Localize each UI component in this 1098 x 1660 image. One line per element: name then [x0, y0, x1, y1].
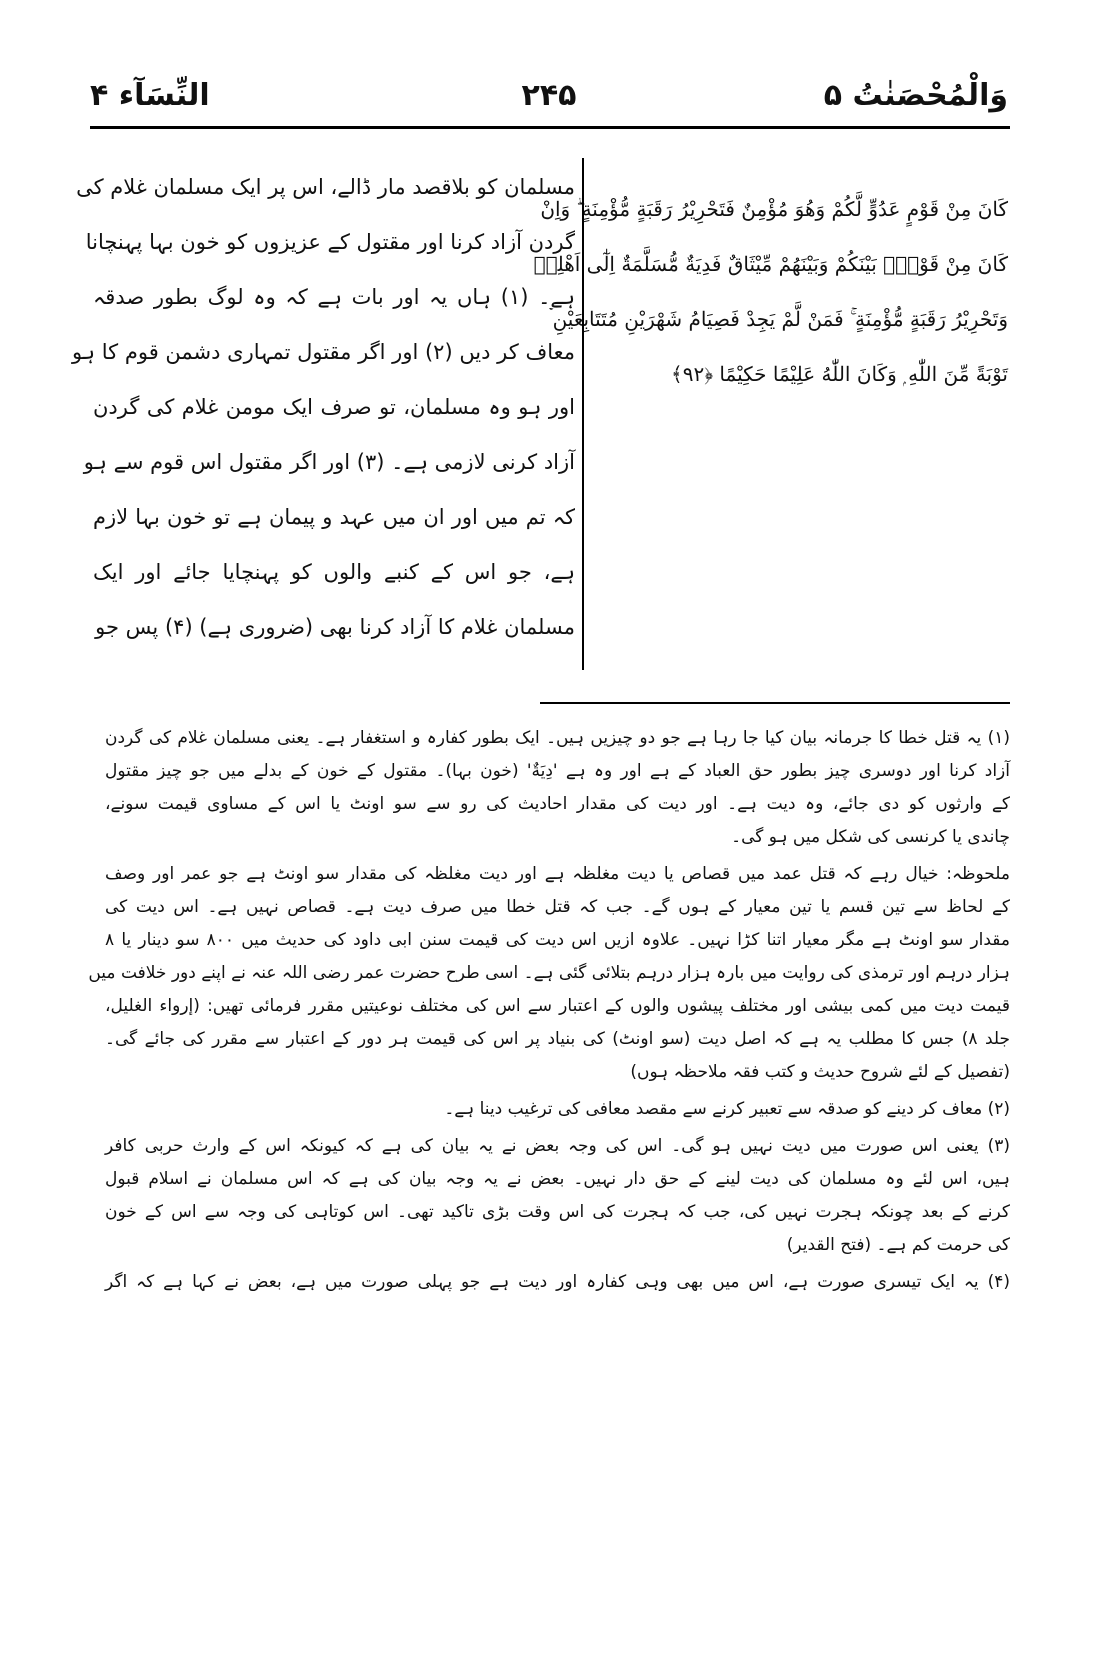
column-divider [582, 158, 584, 670]
surah-title: النِّسَآء ۴ [90, 78, 210, 113]
footnote-line: کی حرمت کم ہے۔ (فتح القدیر) [786, 1235, 1010, 1255]
footnote-note [88, 858, 1011, 1089]
footnote-line: (۳) یعنی اس صورت میں دیت نہیں ہو گی۔ اس کی وجہ بعض نے یہ بیان کی ہے کہ کیونکہ اس کے وارث حربی کافر [105, 1136, 1010, 1156]
translation-line: اور ہو وہ مسلمان، تو صرف ایک مومن غلام کی گردن [93, 395, 575, 419]
footnote-1 [105, 722, 1010, 854]
arabic-line: كَانَ مِنْ قَوْمٍ عَدُوٍّ لَّكُمْ وَهُوَ مُؤْمِنٌ فَتَحْرِيْرُ رَقَبَةٍ مُّؤْمِنَةٍ ۗ وَاِنْ [540, 197, 1008, 221]
footnote-line: (تفصیل کے لئے شروح حدیث و کتب فقہ ملاحظہ ہوں) [630, 1062, 1010, 1082]
translation-line: ہے، جو اس کے کنبے والوں کو پہنچایا جائے اور ایک [93, 560, 575, 584]
footnote-line: کے وارثوں کو دی جائے، وہ دیت ہے۔ اور دیت کی مقدار احادیث کی رو سے سو اونٹ یا اس کے مساوی قیمت سونے، [105, 794, 1010, 814]
footnote-line: (۱) یہ قتل خطا کا جرمانہ بیان کیا جا رہا ہے جو دو چیزیں ہیں۔ ایک بطور کفارہ و استغفار ہے۔ یعنی مسلمان غلام کی گردن [105, 728, 1010, 748]
footnotes [88, 722, 1011, 1299]
footnote-line: ہیں، اس لئے وہ مسلمان کی دیت لینے کے حق دار نہیں۔ بعض نے یہ وجہ بیان کی ہے کہ اس مسلمان نے اسلام قبول [105, 1169, 1010, 1189]
footnote-separator [540, 702, 1010, 704]
arabic-line: وَتَحْرِيْرُ رَقَبَةٍ مُّؤْمِنَةٍ ۚ فَمَنْ لَّمْ يَجِدْ فَصِيَامُ شَهْرَيْنِ مُتَتَابِعَيْنِ ۡ [547, 307, 1008, 331]
header-rule [90, 126, 1010, 129]
translation-line: مسلمان غلام کا آزاد کرنا بھی (ضروری ہے) (۴) پس جو [95, 615, 575, 639]
footnote-line: جلد ۸) جس کا مطلب یہ ہے کہ اصل دیت (سو اونٹ) کی بنیاد پر اس کی قیمت ہر دور کے اعتبار سے مقرر کی جائے گی۔ [105, 1029, 1011, 1049]
juz-title: وَالْمُحْصَنٰتُ ۵ [823, 78, 1008, 113]
translation-line: گردن آزاد کرنا اور مقتول کے عزیزوں کو خون بہا پہنچانا [85, 230, 575, 254]
translation-line: مسلمان کو بلاقصد مار ڈالے، اس پر ایک مسلمان غلام کی [76, 175, 575, 199]
footnote-3 [105, 1130, 1010, 1262]
footnote-line: چاندی یا کرنسی کی شکل میں ہو گی۔ [731, 827, 1010, 847]
translation-column [71, 160, 575, 655]
footnote-line: کرنے کے بعد چونکہ ہجرت نہیں کی، جب کہ ہجرت کی اس وقت بڑی تاکید تھی۔ اس کوتاہی کی وجہ سے اس کے خون [105, 1202, 1010, 1222]
footnote-4 [105, 1266, 1010, 1299]
translation-line: کہ تم میں اور ان میں عہد و پیمان ہے تو خون بہا لازم [93, 505, 575, 529]
footnote-line: مقدار سو اونٹ ہے مگر معیار اتنا کڑا نہیں۔ علاوہ ازیں اس دیت کی قیمت سنن ابی داود کی حدیث میں ۸۰۰ سو دینار یا ۸ [105, 930, 1010, 950]
footnote-2 [105, 1093, 1010, 1126]
arabic-verse-column [533, 182, 1008, 402]
arabic-line: تَوْبَةً مِّنَ اللّٰهِ ۭ وَكَانَ اللّٰهُ عَلِيْمًا حَكِيْمًا ﴿۹۲﴾ [671, 362, 1008, 386]
footnote-line: (۲) معاف کر دینے کو صدقہ سے تعبیر کرنے سے مقصد معافی کی ترغیب دینا ہے۔ [444, 1099, 1010, 1119]
footnote-line: قیمت دیت میں کمی بیشی اور مختلف پیشوں والوں کے اعتبار سے اس کی مختلف نوعیتیں مقرر فرمائی تھیں: (إرواء الغليل، [105, 996, 1010, 1016]
translation-line: معاف کر دیں (۲) اور اگر مقتول تمہاری دشمن قوم کا ہو [71, 340, 575, 364]
translation-line: ہے۔ (۱) ہاں یہ اور بات ہے کہ وہ لوگ بطور صدقہ [93, 285, 575, 309]
translation-line: آزاد کرنی لازمی ہے۔ (۳) اور اگر مقتول اس قوم سے ہو [83, 450, 575, 474]
footnote-line: کے لحاظ سے تین قسم یا تین معیار کے ہوں گے۔ جب کہ قتل خطا میں صرف دیت ہے۔ قصاص نہیں ہے۔ اس دیت کی [105, 897, 1010, 917]
arabic-line: كَانَ مِنْ قَوْمٍۢ بَيْنَكُمْ وَبَيْنَهُمْ مِّيْثَاقٌ فَدِيَةٌ مُّسَلَّمَةٌ اِلٰٓى اَهْلِهٖ [533, 252, 1008, 276]
page-number: ۲۴۵ [521, 78, 577, 113]
footnote-line: ہزار درہم اور ترمذی کی روایت میں بارہ ہزار درہم بتلائی گئی ہے۔ اسی طرح حضرت عمر رضی اللہ عنہ نے اپنے دور خلافت میں [88, 963, 1010, 983]
footnote-line: ملحوظہ: خیال رہے کہ قتل عمد میں قصاص یا دیت مغلظہ ہے اور دیت مغلظہ کی مقدار سو اونٹ ہے جو عمر اور وصف [105, 864, 1010, 884]
footnote-line: آزاد کرنا اور دوسری چیز بطور حق العباد کے ہے اور وہ ہے 'دِيَةٌ' (خون بہا)۔ مقتول کے خون کے بدلے میں جو چیز مقتول [105, 761, 1010, 781]
page-header [90, 78, 1008, 126]
footnote-line: (۴) یہ ایک تیسری صورت ہے، اس میں بھی وہی کفارہ اور دیت ہے جو پہلی صورت میں ہے، بعض نے کہا ہے کہ اگر [105, 1272, 1010, 1292]
